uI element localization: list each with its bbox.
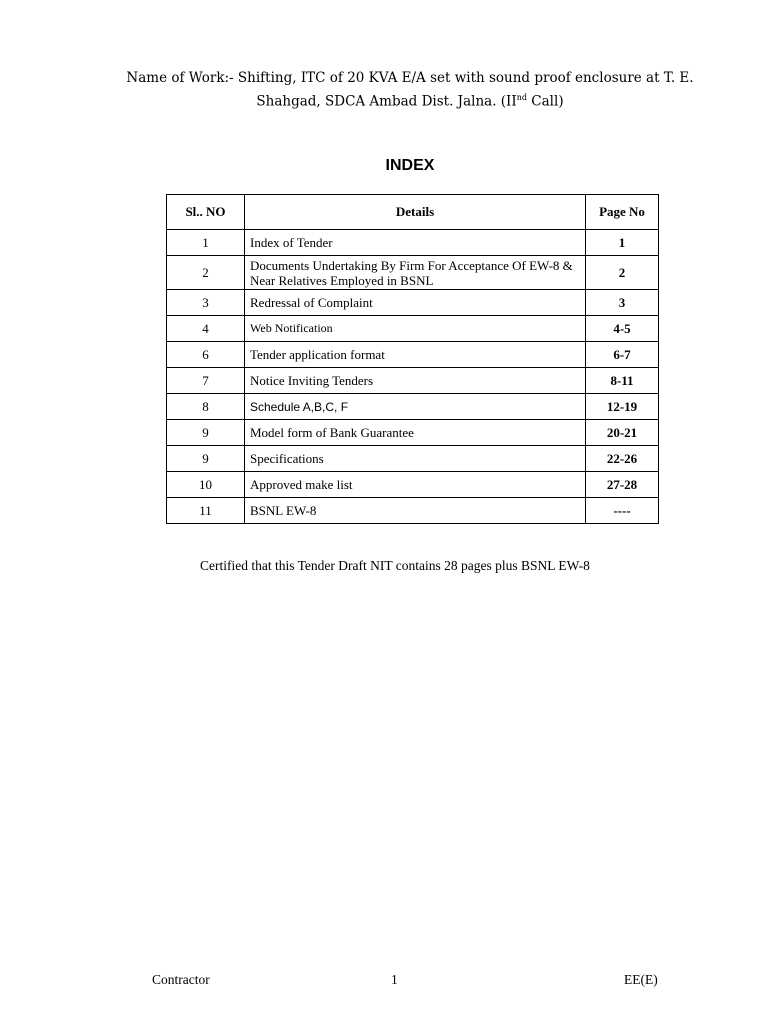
cell-page: 20-21	[586, 420, 659, 446]
cell-sl: 3	[167, 290, 245, 316]
index-table	[166, 194, 659, 524]
work-title-line2	[100, 88, 720, 112]
table-row	[167, 420, 659, 446]
header-page-no: Page No	[586, 195, 659, 230]
cell-details: Documents Undertaking By Firm For Acceptance Of EW-8 & Near Relatives Employed in BSNL	[245, 256, 586, 290]
cell-page: 6-7	[586, 342, 659, 368]
table-row	[167, 368, 659, 394]
cell-details: Index of Tender	[245, 230, 586, 256]
page-title: INDEX	[385, 157, 435, 174]
table-row	[167, 394, 659, 420]
cell-sl: 4	[167, 316, 245, 342]
cell-page: 27-28	[586, 472, 659, 498]
cell-sl: 1	[167, 230, 245, 256]
cell-sl: 2	[167, 256, 245, 290]
cell-details: Model form of Bank Guarantee	[245, 420, 586, 446]
certification-note: Certified that this Tender Draft NIT contains 28 pages plus BSNL EW-8	[200, 558, 590, 573]
cell-sl: 6	[167, 342, 245, 368]
footer-page-number: 1	[391, 972, 398, 987]
cell-page: 8-11	[586, 368, 659, 394]
work-title-line2-end: Call)	[527, 93, 564, 110]
header-details: Details	[245, 195, 586, 230]
table-row	[167, 446, 659, 472]
work-title	[100, 68, 720, 112]
work-title-line2-text: Shahgad, SDCA Ambad Dist. Jalna. (II	[256, 93, 517, 110]
cell-page: 3	[586, 290, 659, 316]
cell-sl: 11	[167, 498, 245, 524]
table-row	[167, 498, 659, 524]
cell-details: Web Notification	[245, 316, 586, 342]
cell-details: Schedule A,B,C, F	[245, 394, 586, 420]
footer-signatory: EE(E)	[624, 972, 658, 987]
table-row	[167, 472, 659, 498]
table-row	[167, 342, 659, 368]
cell-details: Redressal of Complaint	[245, 290, 586, 316]
table-row	[167, 290, 659, 316]
ordinal-suffix: nd	[516, 93, 528, 102]
cell-details: BSNL EW-8	[245, 498, 586, 524]
footer-contractor: Contractor	[152, 972, 210, 987]
cell-details: Notice Inviting Tenders	[245, 368, 586, 394]
cell-sl: 7	[167, 368, 245, 394]
table-row	[167, 316, 659, 342]
cell-sl: 8	[167, 394, 245, 420]
table-row	[167, 256, 659, 290]
cell-page: 22-26	[586, 446, 659, 472]
cell-details: Approved make list	[245, 472, 586, 498]
table-header-row	[167, 195, 659, 230]
table-row	[167, 230, 659, 256]
cell-sl: 9	[167, 446, 245, 472]
cell-page: 2	[586, 256, 659, 290]
header-sl-no: Sl.. NO	[167, 195, 245, 230]
cell-details: Tender application format	[245, 342, 586, 368]
cell-details: Specifications	[245, 446, 586, 472]
cell-page: 1	[586, 230, 659, 256]
cell-sl: 9	[167, 420, 245, 446]
work-title-line1: Name of Work:- Shifting, ITC of 20 KVA E/A set with sound proof enclosure at T. E.	[126, 70, 694, 86]
cell-page: 4-5	[586, 316, 659, 342]
cell-sl: 10	[167, 472, 245, 498]
cell-page: ----	[586, 498, 659, 524]
cell-page: 12-19	[586, 394, 659, 420]
